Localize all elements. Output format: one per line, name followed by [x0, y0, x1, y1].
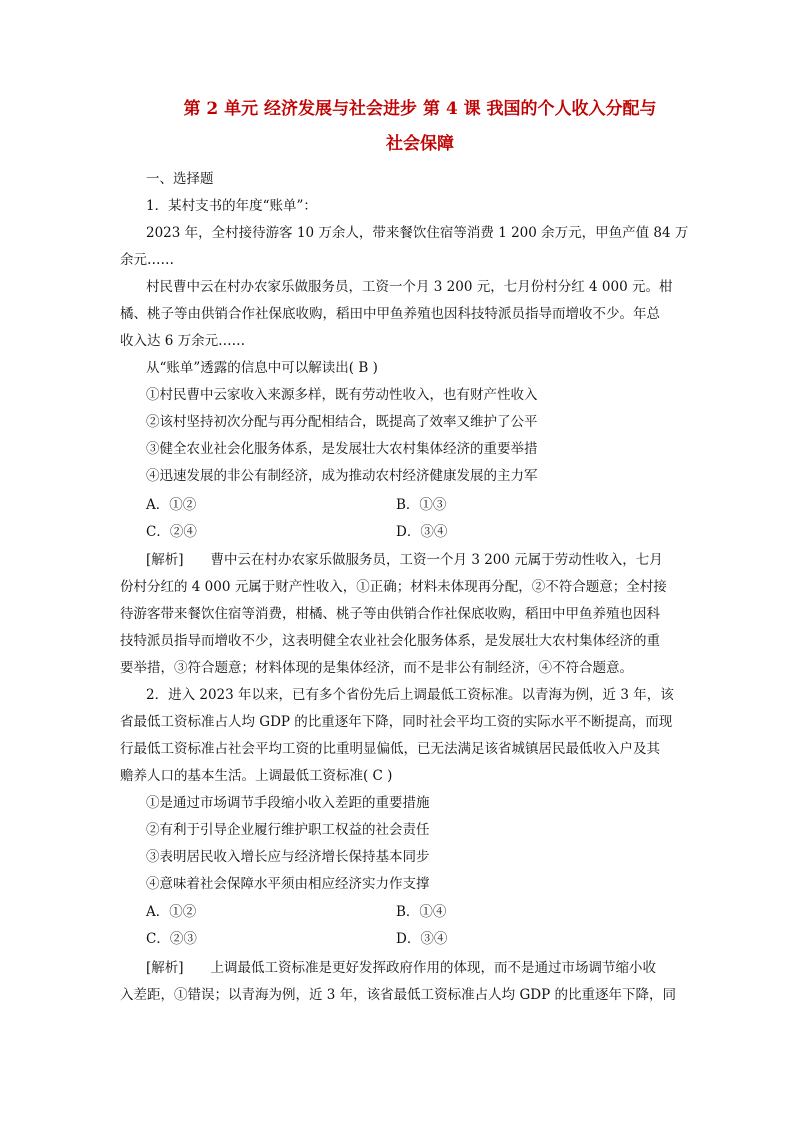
q1-passage-1-line-1: 2023 年，全村接待游客 10 万余人，带来餐饮住宿等消费 1 200 余万元，甲鱼产值 84 万: [146, 225, 689, 241]
q2-option-a: A．①②: [146, 904, 197, 920]
q2-statement-3: ③表明居民收入增长应与经济增长保持基本同步: [146, 849, 430, 865]
q2-option-c: C．②③: [146, 931, 197, 947]
q1-stem: 1．某村支书的年度“账单”：: [146, 198, 317, 214]
q1-option-b: B．①③: [396, 497, 447, 513]
q2-passage-line-2: 省最低工资标准占人均 GDP 的比重逐年下降，同时社会平均工资的实际水平不断提高，而现: [120, 714, 673, 730]
q2-statement-2: ②有利于引导企业履行维护职工权益的社会责任: [146, 822, 430, 838]
q1-analysis-line-3: 待游客带来餐饮住宿等消费，柑橘、桃子等由供销合作社保底收购，稻田中甲鱼养殖也因科: [120, 606, 660, 622]
q1-analysis-line-1: [解析] 曹中云在村办农家乐做服务员，工资一个月 3 200 元属于劳动性收入，七月: [146, 552, 663, 568]
q2-statement-1: ①是通过市场调节手段缩小收入差距的重要措施: [146, 795, 430, 811]
q2-statement-4: ④意味着社会保障水平须由相应经济实力作支撑: [146, 876, 430, 892]
page-title-line-2: 社会保障: [386, 134, 454, 154]
q1-option-a: A．①②: [146, 497, 197, 513]
page-title-line-1: 第 2 单元 经济发展与社会进步 第 4 课 我国的个人收入分配与: [183, 99, 657, 119]
q1-statement-2: ②该村坚持初次分配与再分配相结合，既提高了效率又维护了公平: [146, 414, 538, 430]
q1-analysis-line-2: 份村分红的 4 000 元属于财产性收入，①正确；材料未体现再分配，②不符合题意；全村接: [120, 579, 667, 595]
section-heading: 一、选择题: [146, 171, 214, 187]
q1-question: 从“账单”透露的信息中可以解读出( B ): [146, 360, 378, 376]
q1-option-d: D．③④: [396, 524, 448, 540]
q1-passage-2-line-2: 橘、桃子等由供销合作社保底收购，稻田中甲鱼养殖也因科技特派员指导而增收不少。年总: [120, 306, 660, 322]
q2-passage-line-1: 2．进入 2023 年以来，已有多个省份先后上调最低工资标准。以青海为例，近 3 年，该: [146, 687, 674, 703]
q2-passage-line-3: 行最低工资标准占社会平均工资的比重明显偏低，已无法满足该省城镇居民最低收入户及其: [120, 741, 660, 757]
q2-analysis-line-2: 入差距，①错误；以青海为例，近 3 年，该省最低工资标准占人均 GDP 的比重逐年下降，同: [120, 987, 676, 1003]
q1-statement-4: ④迅速发展的非公有制经济，成为推动农村经济健康发展的主力军: [146, 468, 538, 484]
q1-statement-3: ③健全农业社会化服务体系，是发展壮大农村集体经济的重要举措: [146, 441, 538, 457]
q1-statement-1: ①村民曹中云家收入来源多样，既有劳动性收入，也有财产性收入: [146, 387, 538, 403]
q1-passage-2-line-3: 收入达 6 万余元……: [120, 333, 246, 349]
q1-analysis-line-4: 技特派员指导而增收不少，这表明健全农业社会化服务体系，是发展壮大农村集体经济的重: [120, 633, 660, 649]
q2-analysis-line-1: [解析] 上调最低工资标准是更好发挥政府作用的体现，而不是通过市场调节缩小收: [146, 960, 657, 976]
q2-passage-line-4: 赡养人口的基本生活。上调最低工资标准( C ): [120, 768, 393, 784]
q1-analysis-line-5: 要举措，③符合题意；材料体现的是集体经济，而不是非公有制经济，④不符合题意。: [120, 660, 633, 676]
q1-option-c: C．②④: [146, 524, 197, 540]
q1-passage-2-line-1: 村民曹中云在村办农家乐做服务员，工资一个月 3 200 元，七月份村分红 4 000 元。柑: [146, 279, 673, 295]
q2-option-b: B．①④: [396, 904, 447, 920]
q2-option-d: D．③④: [396, 931, 448, 947]
q1-passage-1-line-2: 余元……: [120, 252, 174, 268]
